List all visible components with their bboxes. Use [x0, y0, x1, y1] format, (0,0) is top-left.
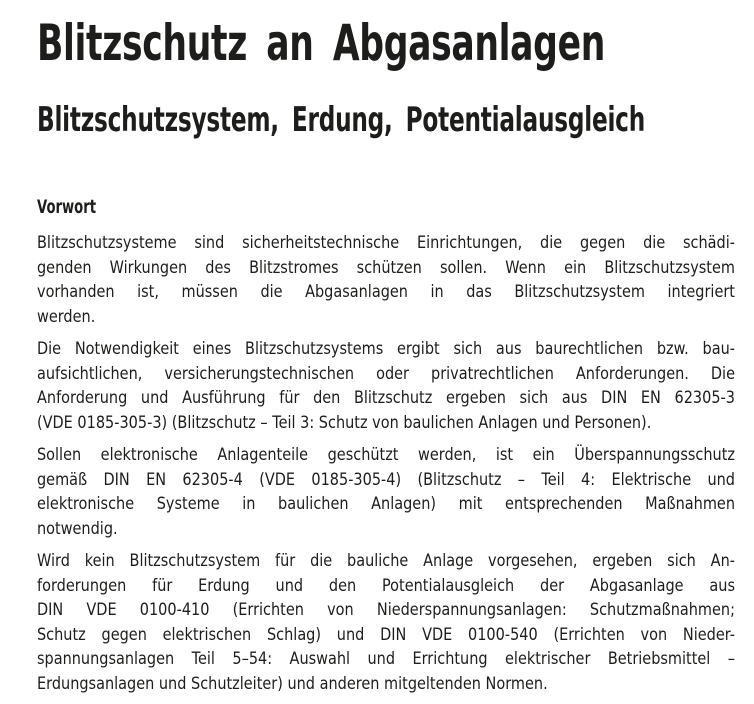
text-line: werden. [37, 306, 96, 327]
text-line: gemäß DIN EN 62305-4 (VDE 0185-305-4) (Blitzschutz – Teil 4: Elektrische und [37, 469, 735, 490]
text-line: Anforderung und Ausführung für den Blitzschutz ergeben sich aus DIN EN 62305-3 [37, 388, 735, 408]
text-line: Blitzschutzsysteme sind sicherheitstechnische Einrichtungen, die gegen die schädi- [37, 233, 735, 253]
document-subtitle: Blitzschutzsystem, Erdung, Potentialausgleich [37, 100, 645, 140]
paragraph-1 [37, 231, 735, 329]
paragraph-2 [37, 337, 735, 435]
paragraph-3 [37, 443, 735, 541]
text-line: Wird kein Blitzschutzsystem für die bauliche Anlage vorgesehen, ergeben sich An- [37, 551, 735, 571]
text-line: spannungsanlagen Teil 5–54: Auswahl und Errichtung elektrischer Betriebsmittel – [37, 649, 735, 669]
text-line: vorhanden ist, müssen die Abgasanlagen in das Blitzschutzsystem integriert [37, 282, 735, 302]
document-title: Blitzschutz an Abgasanlagen [37, 14, 605, 72]
text-line: Die Notwendigkeit eines Blitzschutzsystems ergibt sich aus baurechtlichen bzw. bau- [37, 339, 735, 359]
text-line: forderungen für Erdung und den Potentialausgleich der Abgasanlage aus [37, 575, 735, 596]
text-line: elektronische Systeme in baulichen Anlagen) mit entsprechenden Maßnahmen [37, 494, 735, 514]
text-line: Erdungsanlagen und Schutzleiter) und anderen mitgeltenden Normen. [37, 673, 548, 694]
text-line: (VDE 0185-305-3) (Blitzschutz – Teil 3: Schutz von baulichen Anlagen und Personen). [37, 412, 652, 433]
body-text [37, 231, 735, 704]
text-line: Schutz gegen elektrischen Schlag) und DIN VDE 0100-540 (Errichten von Nieder- [37, 624, 735, 645]
text-line: DIN VDE 0100-410 (Errichten von Niederspannungsanlagen: Schutzmaßnahmen; [37, 600, 735, 620]
section-heading-vorwort: Vorwort [37, 197, 96, 218]
text-line: genden Wirkungen des Blitzstromes schützen sollen. Wenn ein Blitzschutzsystem [37, 257, 735, 278]
text-line: Sollen elektronische Anlagenteile geschützt werden, ist ein Überspannungsschutz [37, 445, 735, 465]
paragraph-4 [37, 549, 735, 696]
text-line: aufsichtlichen, versicherungstechnischen oder privatrechtlichen Anforderungen. Die [37, 363, 735, 384]
text-line: notwendig. [37, 518, 118, 539]
